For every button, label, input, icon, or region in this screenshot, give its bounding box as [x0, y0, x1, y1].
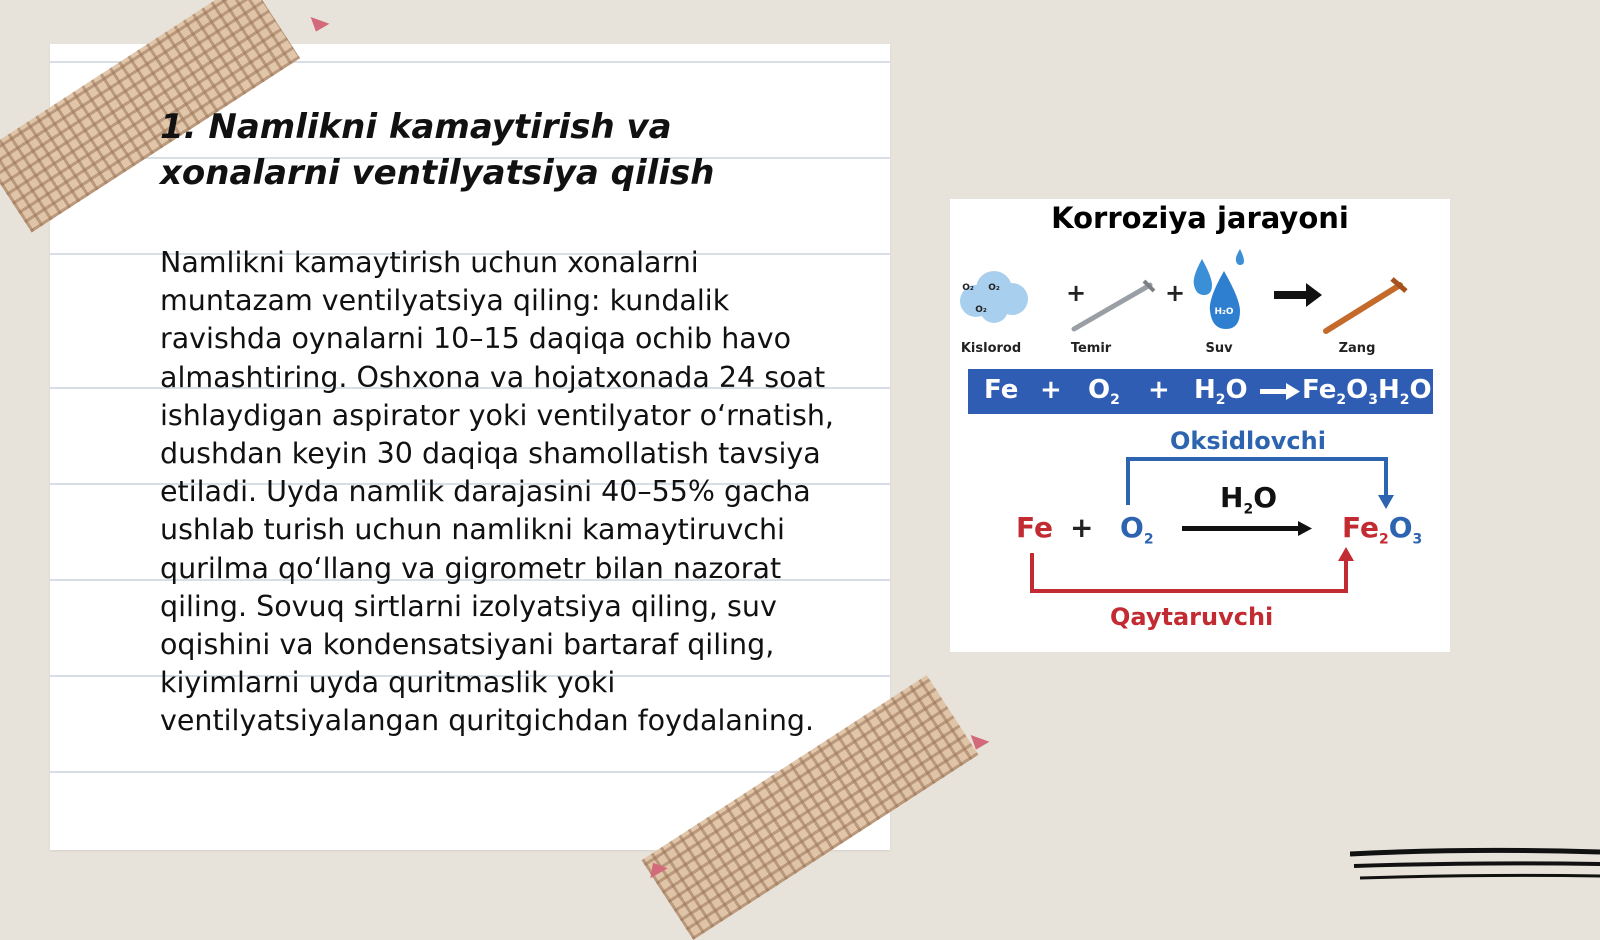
reaction-arrow-icon: [1182, 521, 1314, 537]
reducer-bracket: [1020, 545, 1360, 601]
rust-label: Zang: [1338, 341, 1376, 356]
slide-title: 1. Namlikni kamaytirish va xonalarni ventilyatsiya qilish: [160, 107, 715, 193]
oxidizer-label: Oksidlovchi: [1170, 427, 1326, 455]
reaction-h2o: $H_2O$: [1220, 481, 1277, 518]
iron-label: Temir: [1070, 341, 1112, 356]
reaction-product: $Fe_2O_3$: [1342, 511, 1423, 548]
equation-fe: Fe: [984, 375, 1019, 405]
equation-o2: $O_2$: [1088, 375, 1120, 409]
reaction-o2: $O_2$: [1120, 511, 1154, 548]
oxygen-label: Kislorod: [960, 341, 1022, 356]
plus-sign: +: [1066, 279, 1087, 307]
pin-decoration: [307, 17, 330, 35]
cloud-molecule-label: O₂: [975, 305, 987, 315]
slide-body-text: Namlikni kamaytirish uchun xonalarni muntazam ventilyatsiya qiling: kundalik ravishda oynalarni 10–15 daqiqa ochib havo almashtiring. Oshxona va hojatxonada 24 soat ishlaydigan aspirator yoki ventilyator o‘rnatish, dushdan keyin 30 daqiqa shamollatish tavsiya etiladi. Uyda namlik darajasini 40–55% gacha ushlab turish uchun namlikni kamaytiruvchi qurilma qo‘llang va gigrometr bilan nazorat qiling. Sovuq sirtlarni izolyatsiya qiling, suv oqishini va kondensatsiyani bartaraf qiling, kiyimlarni uyda quritmaslik yoki ventilyatsiyalangan quritgichdan foydalaning.: [160, 246, 834, 738]
equation-plus: +: [1148, 375, 1170, 405]
decorative-lines: [1350, 846, 1600, 886]
cloud-molecule-label: O₂: [988, 283, 1000, 293]
cloud-molecule-label: O₂: [962, 283, 974, 293]
reaction-plus: +: [1070, 511, 1094, 544]
water-molecule-label: H₂O: [1214, 307, 1234, 317]
reducer-label: Qaytaruvchi: [1110, 603, 1274, 631]
diagram-title: Korroziya jarayoni: [1051, 201, 1349, 235]
rusty-nail-icon: [1320, 275, 1410, 337]
water-label: Suv: [1205, 341, 1233, 356]
corrosion-diagram: [950, 199, 1450, 652]
reaction-fe: Fe: [1016, 511, 1053, 544]
equation-plus: +: [1040, 375, 1062, 405]
equation-arrow-icon: [1260, 383, 1300, 401]
iron-nail-icon: [1068, 279, 1158, 335]
equation-product: $Fe_2O_3H_2O$: [1302, 375, 1432, 409]
oxygen-cloud-icon: [956, 265, 1032, 327]
equation-h2o: $H_2O$: [1194, 375, 1248, 409]
plus-sign: +: [1165, 279, 1186, 307]
equation-bar: [968, 369, 1433, 414]
water-drops-icon: [1188, 247, 1250, 335]
arrow-right-icon: [1274, 283, 1324, 307]
